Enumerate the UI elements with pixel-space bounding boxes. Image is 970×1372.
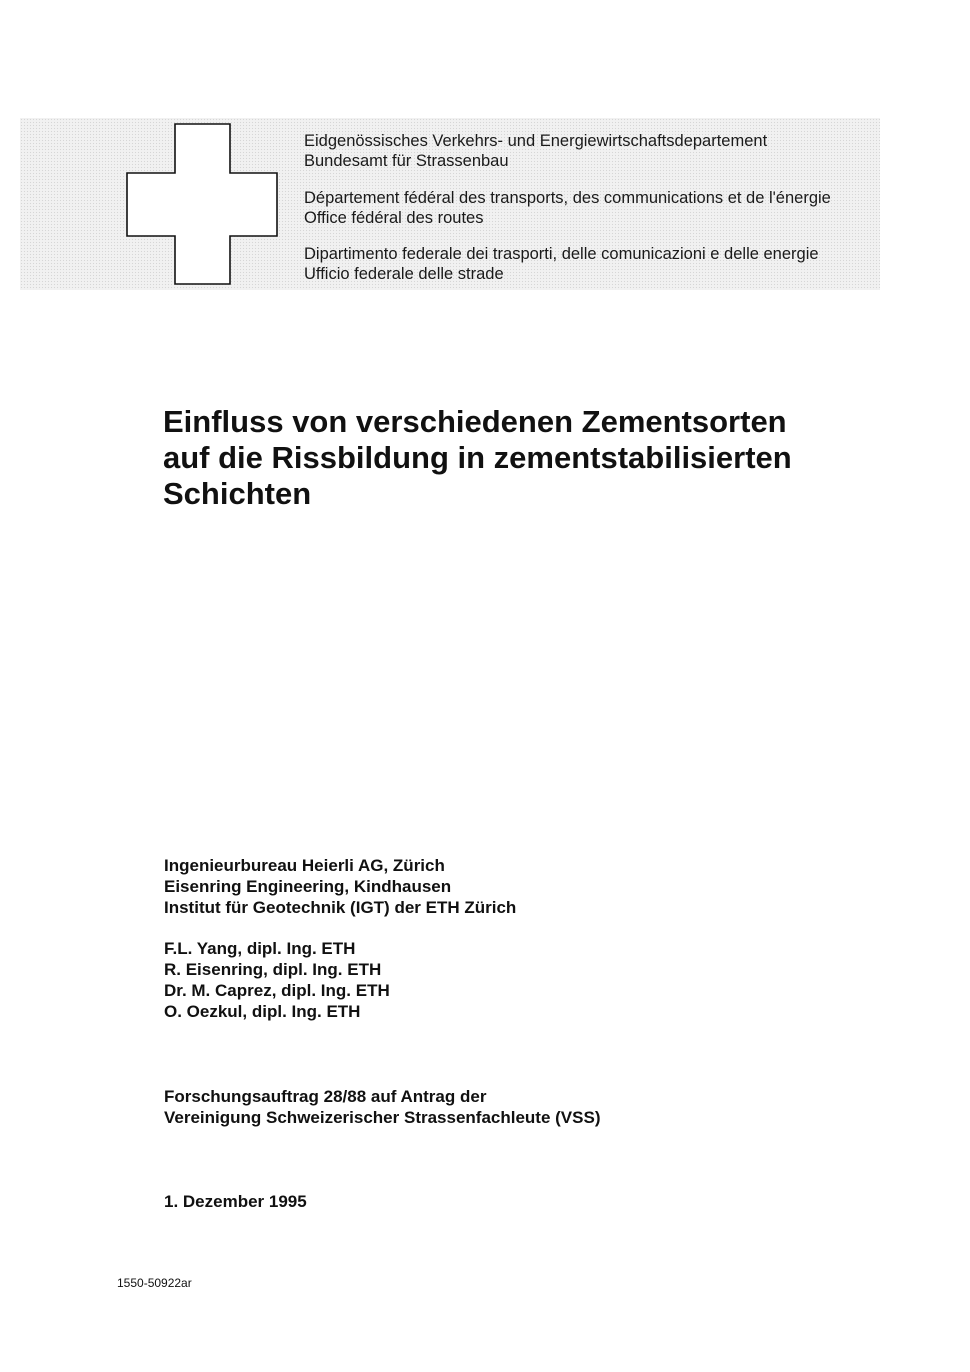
author: F.L. Yang, dipl. Ing. ETH xyxy=(164,939,356,958)
institutions-list xyxy=(164,855,516,918)
document-code: 1550-50922ar xyxy=(117,1276,192,1290)
institution: Eisenring Engineering, Kindhausen xyxy=(164,877,452,896)
department-german xyxy=(304,131,767,171)
department-french xyxy=(304,188,831,228)
title-line: Einfluss von verschiedenen Zementsorten xyxy=(163,404,787,439)
institution: Institut für Geotechnik (IGT) der ETH Zürich xyxy=(164,898,517,917)
office-name: Office fédéral des routes xyxy=(304,209,484,227)
office-name: Bundesamt für Strassenbau xyxy=(304,152,509,170)
author: Dr. M. Caprez, dipl. Ing. ETH xyxy=(164,981,390,1000)
author: O. Oezkul, dipl. Ing. ETH xyxy=(164,1002,361,1021)
department-name: Département fédéral des transports, des communications et de l'énergie xyxy=(304,189,831,207)
authors-list xyxy=(164,938,390,1022)
report-date: 1. Dezember 1995 xyxy=(164,1192,307,1211)
report-title xyxy=(163,404,792,512)
department-name: Dipartimento federale dei trasporti, delle comunicazioni e delle energie xyxy=(304,245,819,263)
office-name: Ufficio federale delle strade xyxy=(304,265,504,283)
title-line: auf die Rissbildung in zementstabilisierten xyxy=(163,440,792,475)
institution: Ingenieurbureau Heierli AG, Zürich xyxy=(164,856,445,875)
department-name: Eidgenössisches Verkehrs- und Energiewirtschaftsdepartement xyxy=(304,132,768,150)
title-line: Schichten xyxy=(163,476,312,511)
swiss-cross-icon xyxy=(126,123,278,285)
commission-line: Vereinigung Schweizerischer Strassenfachleute (VSS) xyxy=(164,1108,601,1127)
department-italian xyxy=(304,244,819,284)
research-commission xyxy=(164,1086,601,1128)
author: R. Eisenring, dipl. Ing. ETH xyxy=(164,960,382,979)
commission-line: Forschungsauftrag 28/88 auf Antrag der xyxy=(164,1087,487,1106)
